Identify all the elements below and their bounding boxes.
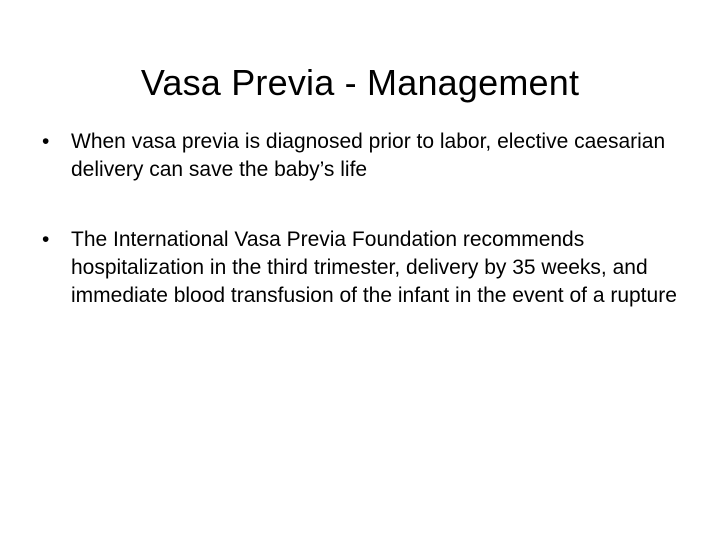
bullet-item-recommendations <box>36 226 686 310</box>
bullet-list <box>36 128 686 352</box>
bullet-text: The International Vasa Previa Foundation recommends hospitalization in the third trimester, delivery by 35 weeks, and immediate blood transfusion of the infant in the event of a rupture <box>71 228 677 307</box>
bullet-marker: • <box>42 228 50 251</box>
slide-title: Vasa Previa - Management <box>140 62 580 103</box>
bullet-marker: • <box>42 130 50 153</box>
bullet-item-diagnosis <box>36 128 686 184</box>
bullet-text: When vasa previa is diagnosed prior to labor, elective caesarian delivery can save the baby’s life <box>71 130 666 181</box>
